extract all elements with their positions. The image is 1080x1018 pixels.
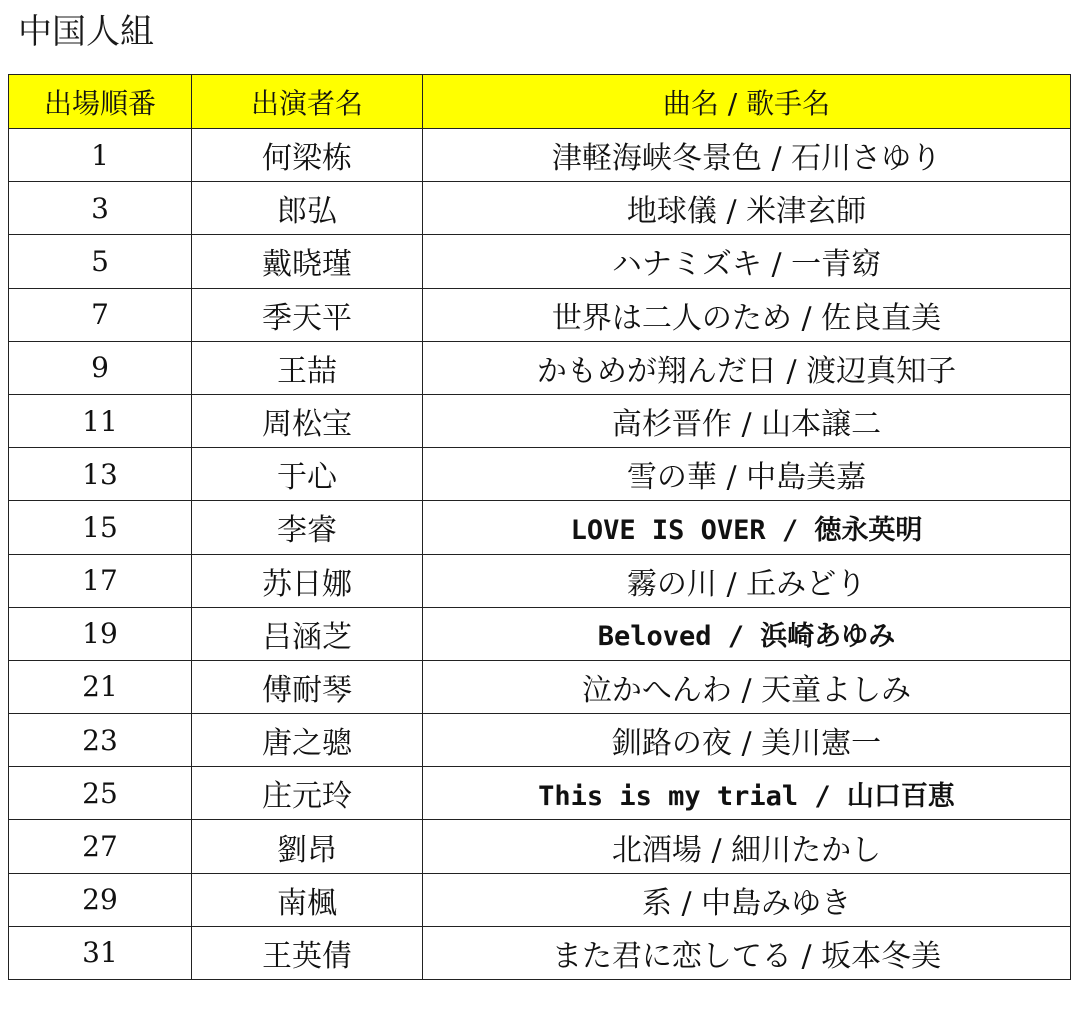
performer-cell: 傅耐琴 bbox=[192, 660, 423, 713]
song-cell: 地球儀 / 米津玄師 bbox=[423, 182, 1071, 235]
performer-cell: 季天平 bbox=[192, 288, 423, 341]
performer-cell: 李睿 bbox=[192, 501, 423, 554]
order-cell: 21 bbox=[9, 660, 192, 713]
table-row bbox=[9, 607, 1071, 660]
order-cell: 17 bbox=[9, 554, 192, 607]
order-cell: 7 bbox=[9, 288, 192, 341]
performer-cell: 周松宝 bbox=[192, 394, 423, 447]
performer-cell: 唐之骢 bbox=[192, 714, 423, 767]
table-row bbox=[9, 926, 1071, 979]
order-cell: 27 bbox=[9, 820, 192, 873]
song-cell: 泣かへんわ / 天童よしみ bbox=[423, 660, 1071, 713]
song-cell: 北酒場 / 細川たかし bbox=[423, 820, 1071, 873]
song-cell: LOVE IS OVER / 徳永英明 bbox=[423, 501, 1071, 554]
header-song-singer: 曲名 / 歌手名 bbox=[423, 75, 1071, 129]
performer-cell: 戴晓瑾 bbox=[192, 235, 423, 288]
table-row bbox=[9, 820, 1071, 873]
song-cell: 高杉晋作 / 山本譲二 bbox=[423, 394, 1071, 447]
song-cell: 釧路の夜 / 美川憲一 bbox=[423, 714, 1071, 767]
song-cell: 系 / 中島みゆき bbox=[423, 873, 1071, 926]
table-row bbox=[9, 767, 1071, 820]
song-cell: かもめが翔んだ日 / 渡辺真知子 bbox=[423, 341, 1071, 394]
order-cell: 25 bbox=[9, 767, 192, 820]
song-cell: 雪の華 / 中島美嘉 bbox=[423, 448, 1071, 501]
table-row bbox=[9, 873, 1071, 926]
table-row bbox=[9, 129, 1071, 182]
song-cell: 霧の川 / 丘みどり bbox=[423, 554, 1071, 607]
order-cell: 1 bbox=[9, 129, 192, 182]
order-cell: 13 bbox=[9, 448, 192, 501]
performer-cell: 南楓 bbox=[192, 873, 423, 926]
performer-cell: 庄元玲 bbox=[192, 767, 423, 820]
performer-cell: 何梁栋 bbox=[192, 129, 423, 182]
table-row bbox=[9, 288, 1071, 341]
order-cell: 11 bbox=[9, 394, 192, 447]
song-cell: また君に恋してる / 坂本冬美 bbox=[423, 926, 1071, 979]
performer-cell: 苏日娜 bbox=[192, 554, 423, 607]
performance-table bbox=[8, 74, 1071, 980]
table-header-row bbox=[9, 75, 1071, 129]
performer-cell: 王英倩 bbox=[192, 926, 423, 979]
table-row bbox=[9, 341, 1071, 394]
order-cell: 3 bbox=[9, 182, 192, 235]
table-row bbox=[9, 554, 1071, 607]
order-cell: 15 bbox=[9, 501, 192, 554]
order-cell: 29 bbox=[9, 873, 192, 926]
table-row bbox=[9, 394, 1071, 447]
table-row bbox=[9, 714, 1071, 767]
performer-cell: 郎弘 bbox=[192, 182, 423, 235]
order-cell: 23 bbox=[9, 714, 192, 767]
table-row bbox=[9, 182, 1071, 235]
table-row bbox=[9, 448, 1071, 501]
order-cell: 31 bbox=[9, 926, 192, 979]
song-cell: Beloved / 浜崎あゆみ bbox=[423, 607, 1071, 660]
performer-cell: 吕涵芝 bbox=[192, 607, 423, 660]
order-cell: 5 bbox=[9, 235, 192, 288]
header-performer: 出演者名 bbox=[192, 75, 423, 129]
table-row bbox=[9, 660, 1071, 713]
page-title: 中国人組 bbox=[18, 12, 154, 52]
order-cell: 9 bbox=[9, 341, 192, 394]
performer-cell: 于心 bbox=[192, 448, 423, 501]
performer-cell: 劉昂 bbox=[192, 820, 423, 873]
song-cell: 津軽海峡冬景色 / 石川さゆり bbox=[423, 129, 1071, 182]
table-row bbox=[9, 501, 1071, 554]
song-cell: 世界は二人のため / 佐良直美 bbox=[423, 288, 1071, 341]
order-cell: 19 bbox=[9, 607, 192, 660]
song-cell: This is my trial / 山口百恵 bbox=[423, 767, 1071, 820]
table-row bbox=[9, 235, 1071, 288]
performer-cell: 王喆 bbox=[192, 341, 423, 394]
header-order: 出場順番 bbox=[9, 75, 192, 129]
song-cell: ハナミズキ / 一青窈 bbox=[423, 235, 1071, 288]
